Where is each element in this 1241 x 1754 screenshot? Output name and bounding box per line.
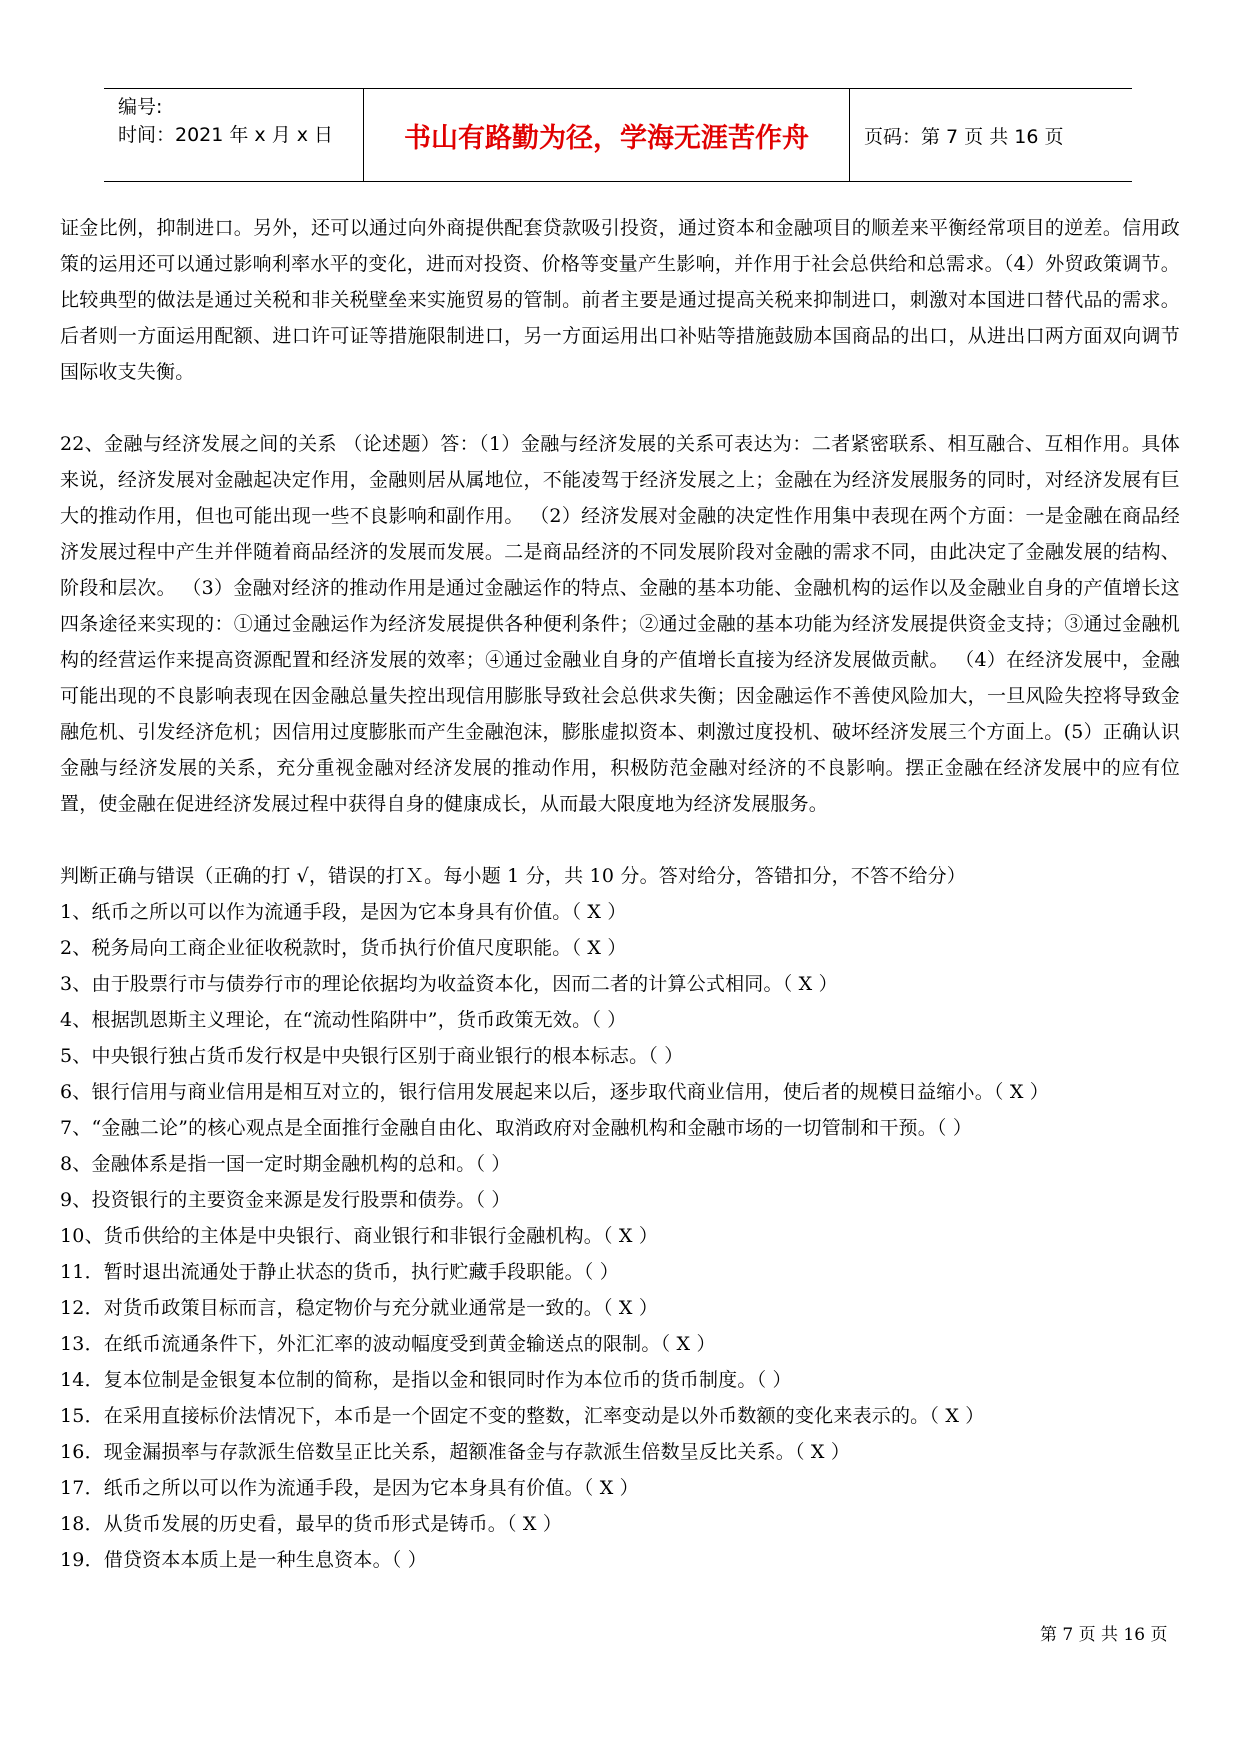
header-meta: [104, 89, 364, 181]
header-motto: 书山有路勤为径，学海无涯苦作舟: [364, 89, 850, 181]
tf-question: 11．暂时退出流通处于静止状态的货币，执行贮藏手段职能。（ ）: [60, 1261, 619, 1283]
page-header: [104, 88, 1132, 182]
tf-question: 4、根据凯恩斯主义理论，在“流动性陷阱中”，货币政策无效。（ ）: [60, 1009, 627, 1031]
tf-question: 19．借贷资本本质上是一种生息资本。（ ）: [60, 1549, 427, 1571]
paragraph-question-22: 22、金融与经济发展之间的关系 （论述题）答：（1）金融与经济发展的关系可表达为：二者紧密联系、相互融合、互相作用。具体来说，经济发展对金融起决定作用，金融则居从属地位，不能凌驾于经济发展之上；金融在为经济发展服务的同时，对经济发展有巨大的推动作用，但也可能出现一些不良影响和副作用。 （2）经济发展对金融的决定性作用集中表现在两个方面：一是金融在商品经济发展过程中产生并伴随着商品经济的发展而发展。二是商品经济的不同发展阶段对金融的需求不同，由此决定了金融发展的结构、阶段和层次。 （3）金融对经济的推动作用是通过金融运作的特点、金融的基本功能、金融机构的运作以及金融业自身的产值增长这四条途径来实现的：①通过金融运作为经济发展提供各种便利条件；②通过金融的基本功能为经济发展提供资金支持；③通过金融机构的经营运作来提高资源配置和经济发展的效率；④通过金融业自身的产值增长直接为经济发展做贡献。 （4）在经济发展中，金融可能出现的不良影响表现在因金融总量失控出现信用膨胀导致社会总供求失衡；因金融运作不善使风险加大，一旦风险失控将导致金融危机、引发经济危机；因信用过度膨胀而产生金融泡沫，膨胀虚拟资本、刺激过度投机、破坏经济发展三个方面上。(5）正确认识金融与经济发展的关系，充分重视金融对经济发展的推动作用，积极防范金融对经济的不良影响。摆正金融在经济发展中的应有位置，使金融在促进经济发展过程中获得自身的健康成长，从而最大限度地为经济发展服务。: [60, 433, 1180, 815]
code-label: 编号:: [118, 96, 163, 118]
tf-question: 5、中央银行独占货币发行权是中央银行区别于商业银行的根本标志。（ ）: [60, 1045, 684, 1067]
tf-question: 1、纸币之所以可以作为流通手段，是因为它本身具有价值。（ X ）: [60, 901, 627, 923]
tf-question: 6、银行信用与商业信用是相互对立的，银行信用发展起来以后，逐步取代商业信用，使后者的规模日益缩小。（ X ）: [60, 1081, 1049, 1103]
paragraph-continued: 证金比例，抑制进口。另外，还可以通过向外商提供配套贷款吸引投资，通过资本和金融项目的顺差来平衡经常项目的逆差。信用政策的运用还可以通过影响利率水平的变化，进而对投资、价格等变量产生影响，并作用于社会总供给和总需求。（4）外贸政策调节。比较典型的做法是通过关税和非关税壁垒来实施贸易的管制。前者主要是通过提高关税来抑制进口，刺激对本国进口替代品的需求。后者则一方面运用配额、进口许可证等措施限制进口，另一方面运用出口补贴等措施鼓励本国商品的出口，从进出口两方面双向调节国际收支失衡。: [60, 217, 1180, 383]
tf-question: 13．在纸币流通条件下，外汇汇率的波动幅度受到黄金输送点的限制。（ X ）: [60, 1333, 716, 1355]
tf-question: 16．现金漏损率与存款派生倍数呈正比关系，超额准备金与存款派生倍数呈反比关系。（ X ）: [60, 1441, 851, 1463]
tf-question: 10、货币供给的主体是中央银行、商业银行和非银行金融机构。（ X ）: [60, 1225, 659, 1247]
tf-question: 18．从货币发展的历史看，最早的货币形式是铸币。（ X ）: [60, 1513, 563, 1535]
page-footer: 第 7 页 共 16 页: [1040, 1625, 1168, 1645]
tf-section-heading: 判断正确与错误（正确的打 √，错误的打Ｘ。每小题 1 分，共 10 分。答对给分，答错扣分，不答不给分）: [60, 865, 966, 887]
tf-question: 9、投资银行的主要资金来源是发行股票和债券。（ ）: [60, 1189, 511, 1211]
tf-question: 17．纸币之所以可以作为流通手段，是因为它本身具有价值。（ X ）: [60, 1477, 639, 1499]
time-label: 时间：2021 年 x 月 x 日: [118, 124, 334, 146]
tf-question: 12．对货币政策目标而言，稳定物价与充分就业通常是一致的。（ X ）: [60, 1297, 659, 1319]
tf-question-list: [60, 894, 1180, 1578]
tf-question: 7、“金融二论”的核心观点是全面推行金融自由化、取消政府对金融机构和金融市场的一切管制和干预。（ ）: [60, 1117, 973, 1139]
tf-question: 2、税务局向工商企业征收税款时，货币执行价值尺度职能。（ X ）: [60, 937, 627, 959]
tf-question: 14．复本位制是金银复本位制的简称，是指以金和银同时作为本位币的货币制度。（ ）: [60, 1369, 792, 1391]
tf-question: 8、金融体系是指一国一定时期金融机构的总和。（ ）: [60, 1153, 511, 1175]
document-body: [60, 210, 1180, 1578]
tf-question: 3、由于股票行市与债券行市的理论依据均为收益资本化，因而二者的计算公式相同。（ X ）: [60, 973, 838, 995]
tf-question: 15．在采用直接标价法情况下，本币是一个固定不变的整数，汇率变动是以外币数额的变化来表示的。（ X ）: [60, 1405, 985, 1427]
header-page-label: 页码：第 7 页 共 16 页: [864, 125, 1064, 148]
